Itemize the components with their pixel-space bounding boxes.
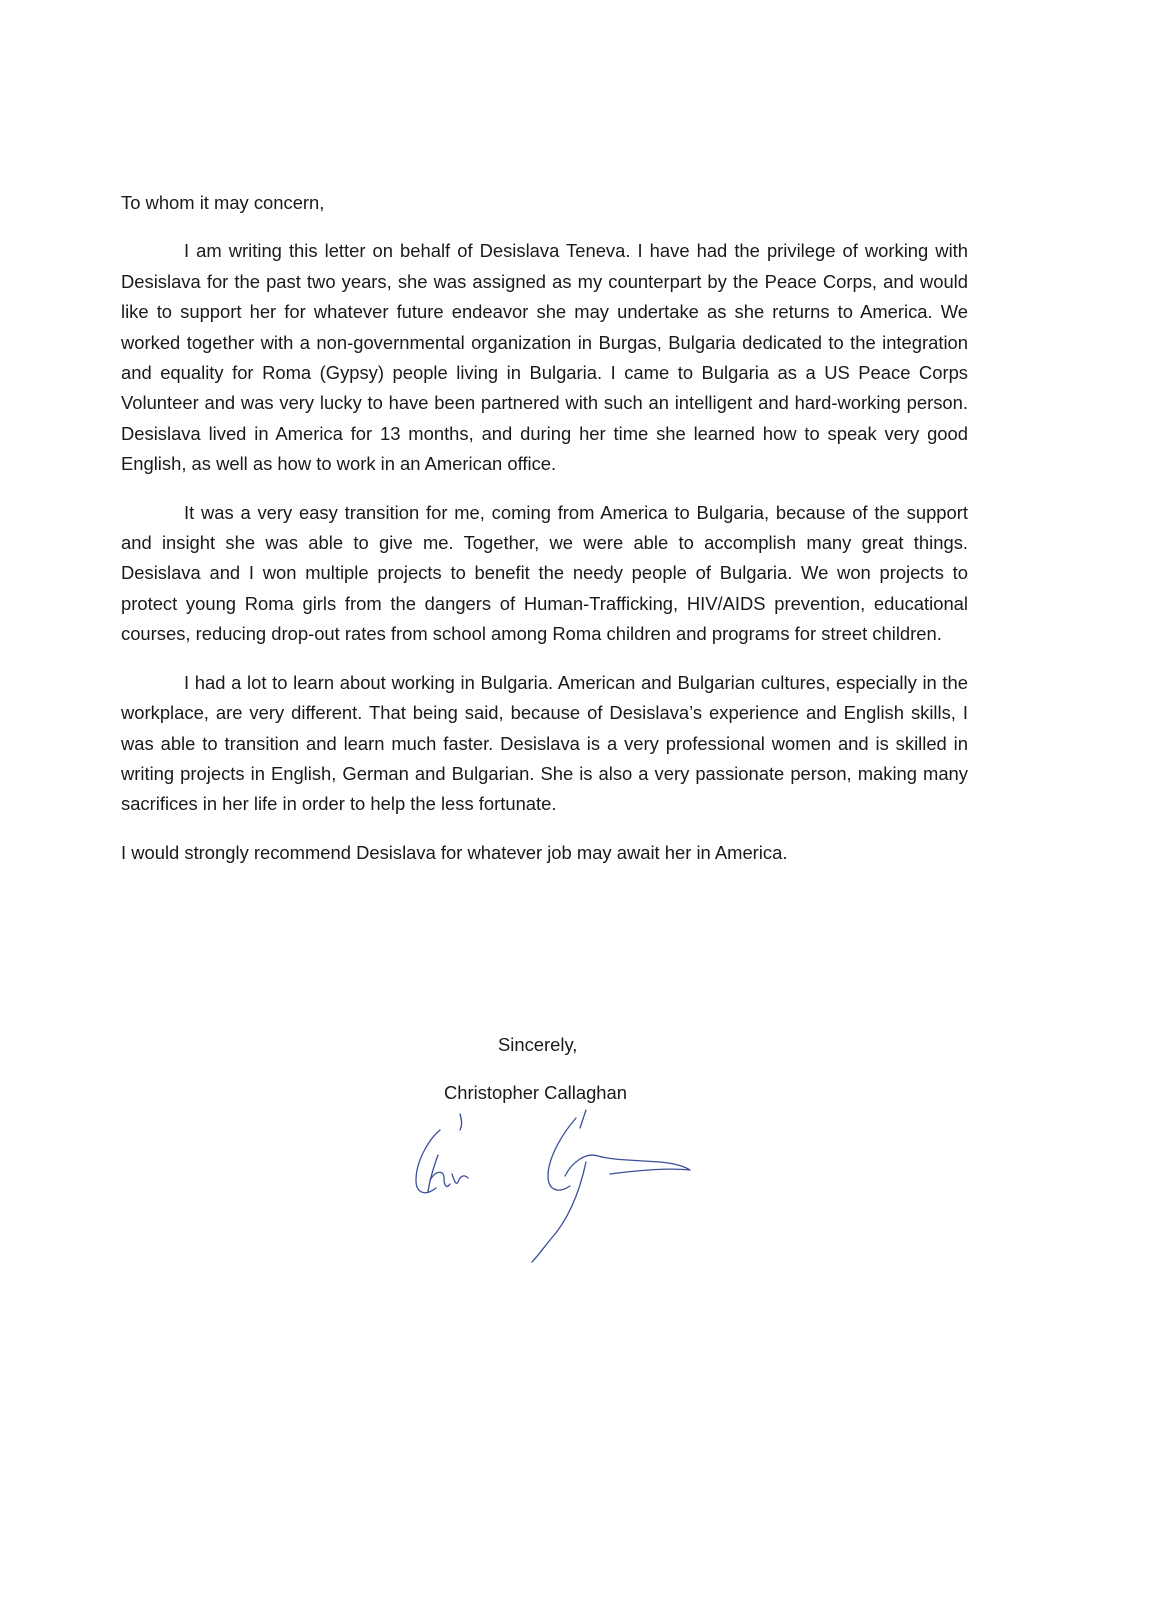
closing: Sincerely,	[498, 1034, 578, 1055]
handwritten-signature	[400, 1100, 700, 1270]
signer-name: Christopher Callaghan	[444, 1082, 627, 1103]
paragraph-1: I am writing this letter on behalf of Desislava Teneva. I have had the privilege of working with Desislava for the past two years, she was assigned as my counterpart by the Peace Corps, and would like to support her for whatever future endeavor she may undertake as she returns to America. We worked together with a non-governmental organization in Burgas, Bulgaria dedicated to the integration and equality for Roma (Gypsy) people living in Bulgaria. I came to Bulgaria as a US Peace Corps Volunteer and was very lucky to have been partnered with such an intelligent and hard-working person. Desislava lived in America for 13 months, and during her time she learned how to speak very good English, as well as how to work in an American office.	[121, 240, 968, 475]
recommendation-line: I would strongly recommend Desislava for whatever job may await her in America.	[121, 841, 788, 863]
paragraph-2: It was a very easy transition for me, coming from America to Bulgaria, because of the support and insight she was able to give me. Together, we were able to accomplish many great things. Desislava and I won multiple projects to benefit the needy people of Bulgaria. We won projects to protect young Roma girls from the dangers of Human-Trafficking, HIV/AIDS prevention, educational courses, reducing drop-out rates from school among Roma children and programs for street children.	[121, 501, 968, 645]
letter-body	[121, 188, 968, 886]
salutation: To whom it may concern,	[121, 192, 325, 213]
paragraph-3: I had a lot to learn about working in Bulgaria. American and Bulgarian cultures, especially in the workplace, are very different. That being said, because of Desislava’s experience and English skills, I was able to transition and learn much faster. Desislava is a very professional women and is skilled in writing projects in English, German and Bulgarian. She is also a very passionate person, making many sacrifices in her life in order to help the less fortunate.	[121, 671, 968, 815]
